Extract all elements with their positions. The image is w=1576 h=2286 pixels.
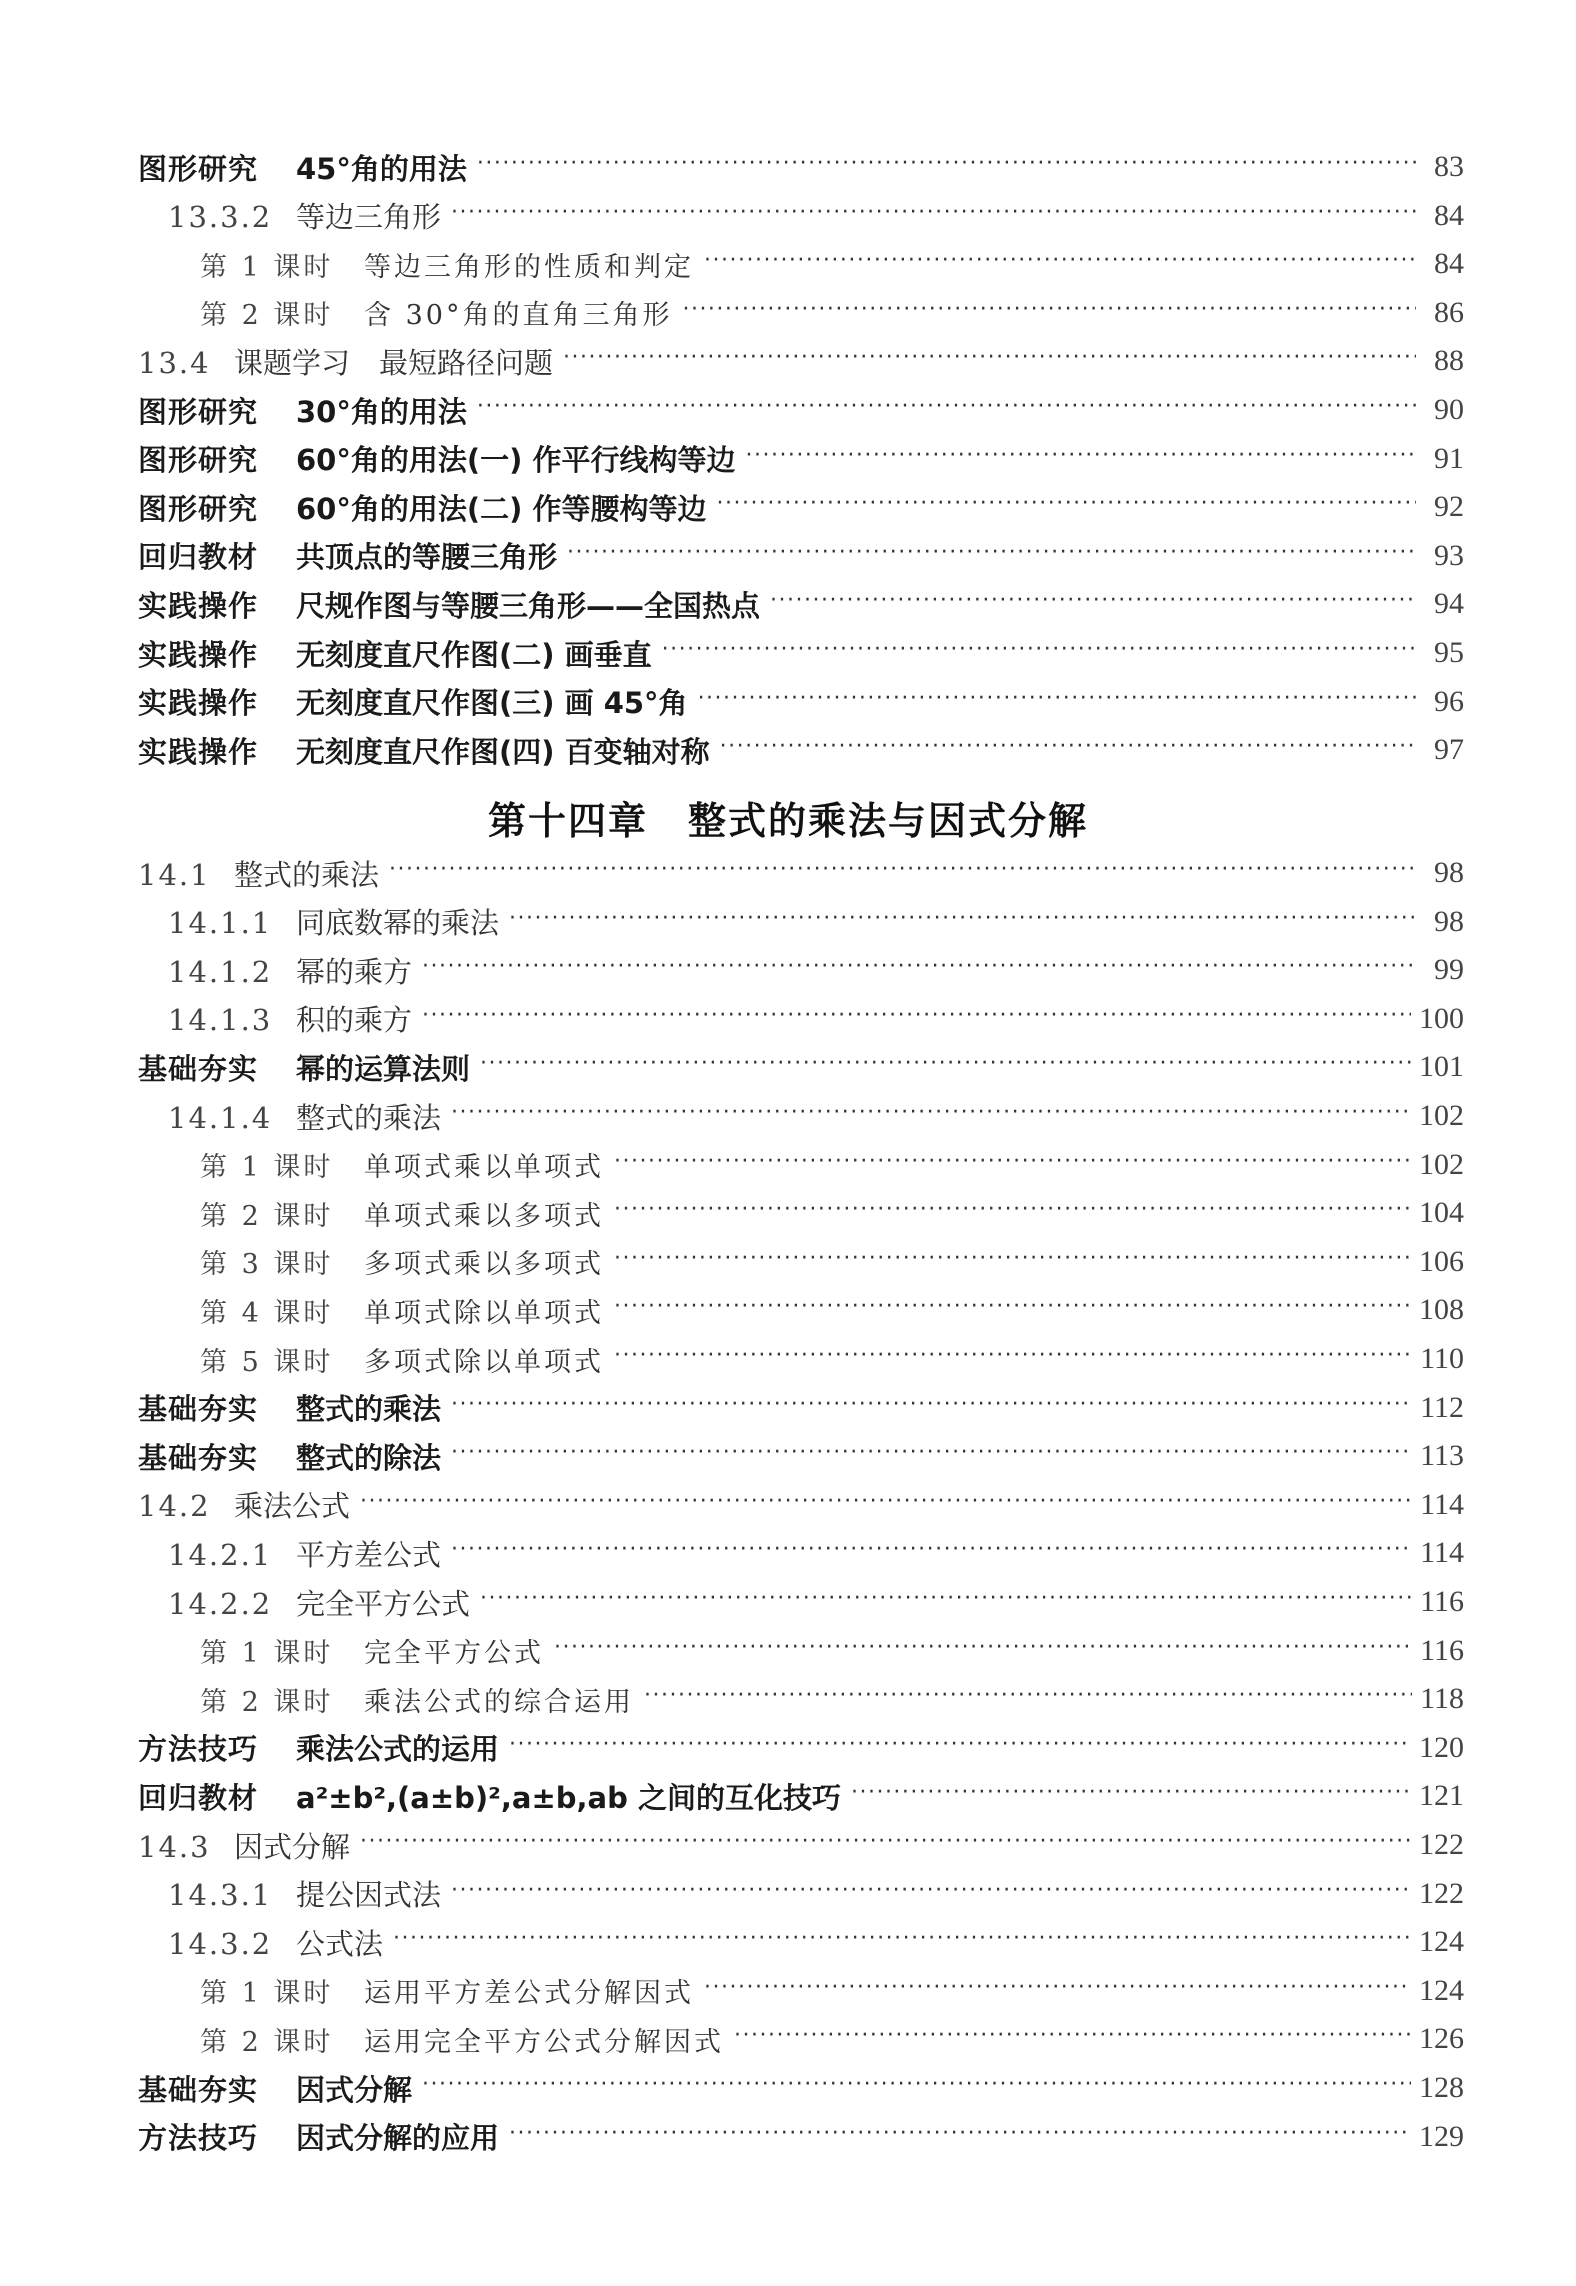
toc-entry-label: [200, 1194, 604, 1233]
toc-entry-label: [138, 535, 557, 576]
toc-entry-category: 基础夯实: [138, 1440, 259, 1475]
toc-entry[interactable]: [200, 1969, 1464, 2013]
toc-entry-number: 第 2 课时: [200, 1686, 334, 1718]
toc-entry-label: [200, 1145, 604, 1184]
dot-leader: [770, 582, 1416, 626]
dot-leader: [554, 1629, 1412, 1673]
toc-entry[interactable]: [200, 1288, 1464, 1332]
toc-entry-title: 公式法: [296, 1926, 384, 1961]
toc-entry-label: [200, 293, 672, 332]
toc-entry-title: 45°角的用法: [296, 151, 467, 186]
toc-entry-title: 单项式乘以多项式: [364, 1200, 604, 1232]
toc-entry-page-number: 95: [1434, 636, 1464, 669]
toc-entry-title: 乘法公式的运用: [296, 1732, 500, 1767]
toc-entry-category: 基础夯实: [138, 2072, 259, 2107]
toc-entry-title: 等边三角形: [296, 200, 442, 235]
toc-entry-page-number: 118: [1420, 1682, 1464, 1716]
toc-entry-label: [168, 1922, 383, 1963]
toc-entry[interactable]: [138, 485, 1464, 529]
toc-entry[interactable]: [138, 728, 1464, 772]
toc-entry-label: [138, 1825, 350, 1866]
toc-entry[interactable]: [200, 1191, 1464, 1235]
toc-entry[interactable]: [138, 1386, 1464, 1430]
toc-entry-page-number: 106: [1419, 1244, 1464, 1278]
toc-entry-label: [200, 2020, 724, 2059]
toc-entry-label: [168, 1582, 470, 1623]
toc-entry-label: [138, 2116, 499, 2157]
dot-leader: [422, 2066, 1411, 2110]
toc-entry-category: 图形研究: [138, 491, 259, 526]
toc-entry[interactable]: [138, 2066, 1464, 2110]
toc-entry-title: 整式的乘法: [234, 857, 380, 892]
toc-entry-page-number: 116: [1420, 1585, 1464, 1618]
toc-entry[interactable]: [200, 1240, 1464, 1284]
toc-entry[interactable]: [138, 1774, 1464, 1818]
toc-entry[interactable]: [138, 1823, 1464, 1867]
toc-entry-label: [200, 1291, 604, 1330]
toc-entry-number: 第 2 课时: [200, 300, 334, 332]
toc-entry-number: 第 4 课时: [200, 1297, 334, 1329]
dot-leader: [422, 997, 1411, 1041]
toc-entry-label: [138, 147, 467, 188]
toc-entry-page-number: 121: [1419, 1779, 1464, 1813]
toc-entry-page-number: 129: [1419, 2119, 1464, 2153]
toc-entry-label: [138, 487, 706, 528]
toc-entry-page-number: 114: [1420, 1487, 1464, 1521]
toc-entry-page-number: 113: [1420, 1439, 1464, 1473]
toc-entry-title: 积的乘方: [296, 1003, 413, 1038]
toc-entry-label: [138, 584, 760, 625]
toc-entry-label: [138, 1727, 499, 1768]
toc-entry-title: 60°角的用法(一) 作平行线构等边: [296, 443, 736, 478]
toc-entry-label: [138, 2068, 412, 2109]
dot-leader: [477, 145, 1416, 189]
toc-entry-title: 无刻度直尺作图(三) 画 45°角: [296, 686, 688, 721]
dot-leader: [614, 1240, 1411, 1284]
toc-entry[interactable]: [138, 1483, 1464, 1527]
toc-entry-label: [138, 1484, 350, 1525]
toc-entry-number: 第 2 课时: [200, 1200, 334, 1232]
toc-entry-label: [138, 853, 379, 894]
toc-entry-title: 乘法公式: [234, 1489, 351, 1524]
dot-leader: [734, 2017, 1411, 2061]
toc-entry[interactable]: [200, 291, 1464, 335]
toc-entry-number: 14.3.2: [168, 1926, 273, 1961]
toc-entry[interactable]: [168, 948, 1464, 992]
toc-entry-page-number: 94: [1434, 587, 1464, 621]
dot-leader: [509, 900, 1416, 944]
toc-entry-page-number: 93: [1434, 538, 1464, 572]
toc-entry-title: 等边三角形的性质和判定: [364, 251, 694, 283]
toc-entry-title: 运用完全平方公式分解因式: [364, 2026, 724, 2058]
dot-leader: [451, 1531, 1412, 1575]
toc-entry-title: 幂的乘方: [296, 954, 413, 989]
toc-entry-page-number: 101: [1419, 1050, 1464, 1084]
toc-entry[interactable]: [138, 851, 1464, 895]
toc-entry[interactable]: [138, 145, 1464, 189]
toc-entry-title: 尺规作图与等腰三角形——全国热点: [296, 588, 761, 623]
toc-entry-title: 完全平方公式: [296, 1586, 471, 1621]
toc-entry-title: 单项式除以单项式: [364, 1297, 604, 1329]
toc-entry-number: 13.3.2: [168, 200, 273, 235]
toc-entry[interactable]: [138, 1434, 1464, 1478]
toc-entry-title: 共顶点的等腰三角形: [296, 540, 558, 575]
toc-entry[interactable]: [168, 997, 1464, 1041]
toc-entry-page-number: 98: [1434, 856, 1464, 889]
toc-entry-category: 基础夯实: [138, 1051, 259, 1086]
toc-entry-category: 方法技巧: [138, 2121, 259, 2156]
toc-entry-title: 无刻度直尺作图(四) 百变轴对称: [296, 734, 710, 769]
toc-entry-label: [138, 730, 710, 771]
dot-leader: [698, 680, 1416, 724]
dot-leader: [745, 437, 1416, 481]
toc-entry-page-number: 84: [1434, 198, 1464, 232]
toc-entry-label: [200, 1340, 604, 1379]
toc-entry[interactable]: [138, 582, 1464, 626]
toc-entry-label: [168, 950, 412, 991]
toc-entry-page-number: 98: [1434, 904, 1464, 938]
toc-entry-page-number: 120: [1419, 1730, 1464, 1764]
toc-entry-label: [138, 438, 735, 479]
toc-entry-label: [168, 998, 412, 1039]
toc-entry[interactable]: [138, 339, 1464, 383]
dot-leader: [614, 1337, 1412, 1381]
dot-leader: [704, 242, 1416, 286]
toc-entry[interactable]: [138, 1726, 1464, 1770]
toc-entry-page-number: 92: [1434, 490, 1464, 524]
toc-entry-category: 图形研究: [138, 443, 259, 478]
toc-entry-category: 实践操作: [138, 734, 259, 769]
toc-entry-title: 乘法公式的综合运用: [364, 1686, 634, 1718]
dot-leader: [614, 1143, 1411, 1187]
dot-leader: [682, 291, 1416, 335]
toc-entry-label: [168, 195, 441, 236]
dot-leader: [614, 1191, 1411, 1235]
toc-entry-category: 实践操作: [138, 588, 259, 623]
toc-entry-number: 14.3.1: [168, 1878, 273, 1913]
dot-leader: [451, 1386, 1412, 1430]
dot-leader: [720, 728, 1416, 772]
toc-entry-label: [168, 1533, 441, 1574]
dot-leader: [393, 1920, 1411, 1964]
toc-entry-page-number: 100: [1419, 1001, 1464, 1035]
toc-entry-page-number: 104: [1419, 1196, 1464, 1230]
toc-entry-number: 第 5 课时: [200, 1346, 334, 1378]
toc-entry-page-number: 108: [1419, 1293, 1464, 1327]
toc-entry-category: 方法技巧: [138, 1732, 259, 1767]
toc-entry[interactable]: [168, 900, 1464, 944]
toc-entry-number: 13.4: [138, 345, 211, 380]
toc-entry-title: 含 30°角的直角三角形: [364, 300, 673, 332]
toc-entry-category: 基础夯实: [138, 1392, 259, 1427]
toc-entry-page-number: 124: [1419, 1925, 1464, 1959]
toc-entry-label: [200, 245, 694, 284]
toc-entry-number: 第 2 课时: [200, 2026, 334, 2058]
toc-entry-title: 提公因式法: [296, 1878, 442, 1913]
toc-entry-page-number: 124: [1419, 1973, 1464, 2007]
toc-entry-number: 14.1.3: [168, 1003, 273, 1038]
toc-entry-page-number: 90: [1434, 393, 1464, 426]
toc-entry-number: 14.2: [138, 1489, 211, 1524]
toc-entry-title: 60°角的用法(二) 作等腰构等边: [296, 491, 707, 526]
toc-entry-title: 整式的除法: [296, 1440, 442, 1475]
dot-leader: [509, 1726, 1411, 1770]
toc-entry-title: 无刻度直尺作图(二) 画垂直: [296, 637, 652, 672]
toc-entry-title: 同底数幂的乘法: [296, 906, 500, 941]
toc-entry[interactable]: [168, 1580, 1464, 1624]
toc-entry-page-number: 83: [1434, 150, 1464, 183]
dot-leader: [389, 851, 1416, 895]
dot-leader: [451, 1094, 1411, 1138]
dot-leader: [614, 1288, 1411, 1332]
toc-entry-title: a²±b²,(a±b)²,a±b,ab 之间的互化技巧: [296, 1780, 841, 1815]
dot-leader: [422, 948, 1416, 992]
toc-entry-number: 第 1 课时: [200, 1978, 334, 2010]
toc-entry-number: 第 3 课时: [200, 1249, 334, 1281]
toc-entry-category: 实践操作: [138, 686, 259, 721]
toc-entry-number: 14.2.2: [168, 1586, 273, 1621]
dot-leader: [662, 631, 1416, 675]
toc-entry-page-number: 122: [1419, 1876, 1464, 1910]
toc-entry-number: 14.1.4: [168, 1100, 273, 1135]
toc-entry-category: 回归教材: [138, 1780, 259, 1815]
toc-entry-title: 多项式乘以多项式: [364, 1249, 604, 1281]
dot-leader: [851, 1774, 1411, 1818]
dot-leader: [509, 2115, 1411, 2159]
toc-entry-number: 第 1 课时: [200, 251, 334, 283]
toc-entry-title: 完全平方公式: [364, 1638, 544, 1670]
toc-entry[interactable]: [138, 631, 1464, 675]
toc-entry-title: 单项式乘以单项式: [364, 1152, 604, 1184]
toc-entry-category: 图形研究: [138, 394, 259, 429]
toc-entry-page-number: 88: [1434, 344, 1464, 378]
dot-leader: [451, 1434, 1412, 1478]
toc-entry-title: 因式分解的应用: [296, 2121, 500, 2156]
dot-leader: [451, 194, 1416, 238]
dot-leader: [563, 339, 1416, 383]
toc-entry-page-number: 122: [1419, 1828, 1464, 1861]
toc-entry-label: [138, 1387, 441, 1428]
toc-entry[interactable]: [200, 242, 1464, 286]
toc-entry-page-number: 110: [1420, 1342, 1464, 1375]
toc-entry-number: 14.1.1: [168, 906, 273, 941]
toc-entry-page-number: 97: [1434, 733, 1464, 767]
toc-entry-label: [168, 1096, 441, 1137]
toc-entry-number: 14.1.2: [168, 954, 273, 989]
toc-entry-title: 幂的运算法则: [296, 1051, 471, 1086]
toc-entry-page-number: 84: [1434, 247, 1464, 281]
dot-leader: [644, 1677, 1412, 1721]
toc-entry-label: [138, 633, 652, 674]
toc-entry[interactable]: [138, 680, 1464, 724]
toc-entry[interactable]: [168, 1872, 1464, 1916]
dot-leader: [477, 388, 1416, 432]
toc-entry-number: 14.1: [138, 857, 211, 892]
toc-entry-page-number: 114: [1420, 1536, 1464, 1570]
toc-entry[interactable]: [168, 194, 1464, 238]
toc-entry-number: 第 1 课时: [200, 1638, 334, 1670]
toc-entry-label: [138, 1436, 441, 1477]
toc-entry[interactable]: [200, 1677, 1464, 1721]
dot-leader: [716, 485, 1416, 529]
dot-leader: [360, 1823, 1411, 1867]
toc-entry-number: 14.2.1: [168, 1537, 273, 1572]
toc-entry-page-number: 116: [1420, 1633, 1464, 1667]
toc-entry-title: 整式的乘法: [296, 1392, 442, 1427]
toc-entry[interactable]: [138, 534, 1464, 578]
toc-entry-title: 整式的乘法: [296, 1100, 442, 1135]
toc-entry-page-number: 96: [1434, 684, 1464, 718]
toc-entry[interactable]: [168, 1531, 1464, 1575]
dot-leader: [567, 534, 1416, 578]
toc-entry-title: 运用平方差公式分解因式: [364, 1978, 694, 2010]
toc-entry-label: [168, 1873, 441, 1914]
toc-entry-category: 实践操作: [138, 637, 259, 672]
toc-entry-page-number: 86: [1434, 295, 1464, 329]
toc-entry-number: 第 1 课时: [200, 1152, 334, 1184]
toc-entry-page-number: 112: [1420, 1390, 1464, 1424]
dot-leader: [451, 1872, 1411, 1916]
toc-entry[interactable]: [138, 1045, 1464, 1089]
toc-entry-category: 回归教材: [138, 540, 259, 575]
dot-leader: [480, 1580, 1412, 1624]
toc-entry-title: 平方差公式: [296, 1537, 442, 1572]
toc-entry-category: 图形研究: [138, 151, 259, 186]
dot-leader: [360, 1483, 1412, 1527]
dot-leader: [480, 1045, 1411, 1089]
toc-entry[interactable]: [200, 1629, 1464, 1673]
dot-leader: [704, 1969, 1411, 2013]
toc-entry-label: [200, 1631, 544, 1670]
toc-entry-number: 14.3: [138, 1829, 211, 1864]
toc-entry[interactable]: [138, 388, 1464, 432]
toc-entry-page-number: 91: [1434, 441, 1464, 475]
toc-entry-page-number: 102: [1419, 1147, 1464, 1181]
toc-entry-page-number: 126: [1419, 2022, 1464, 2056]
toc-entry[interactable]: [138, 2115, 1464, 2159]
toc-entry-page-number: 128: [1419, 2071, 1464, 2104]
chapter-heading: 第十四章 整式的乘法与因式分解: [487, 799, 1088, 843]
toc-entry-label: [138, 390, 467, 431]
toc-entry-page-number: 102: [1419, 1099, 1464, 1132]
toc-entry-label: [138, 341, 553, 382]
toc-entry-label: [200, 1242, 604, 1281]
toc-entry-label: [138, 1776, 841, 1817]
toc-entry-label: [138, 681, 688, 722]
toc-entry-label: [200, 1971, 694, 2010]
toc-entry-title: 因式分解: [296, 2072, 413, 2107]
toc-entry-label: [138, 1047, 470, 1088]
toc-entry-title: 30°角的用法: [296, 394, 467, 429]
toc-entry-title: 多项式除以单项式: [364, 1346, 604, 1378]
toc-entry-page-number: 99: [1434, 953, 1464, 987]
toc-entry[interactable]: [168, 1920, 1464, 1964]
toc-entry[interactable]: [138, 437, 1464, 481]
toc-entry[interactable]: [200, 1337, 1464, 1381]
toc-entry[interactable]: [168, 1094, 1464, 1138]
toc-entry[interactable]: [200, 2017, 1464, 2061]
toc-entry-title: 因式分解: [234, 1829, 351, 1864]
toc-entry-label: [168, 901, 499, 942]
toc-entry-label: [200, 1680, 634, 1719]
toc-entry-title: 课题学习 最短路径问题: [234, 345, 554, 380]
toc-entry[interactable]: [200, 1143, 1464, 1187]
